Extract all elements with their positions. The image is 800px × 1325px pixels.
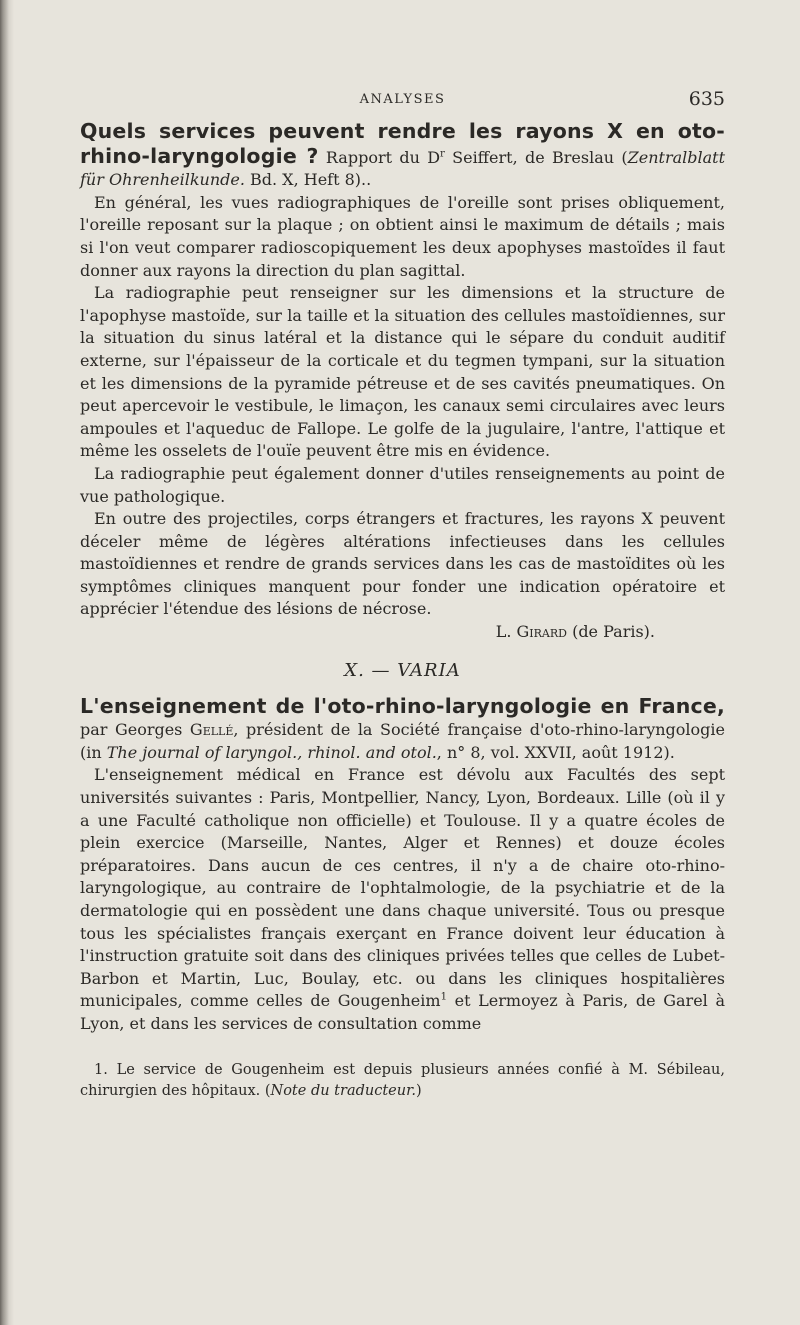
footnote-1 bbox=[80, 1060, 725, 1102]
footnote-text: Le service de Gougenheim est depuis plusieurs années confié à M. Sébileau, chirurgien des hôpitaux. ( bbox=[80, 1061, 725, 1099]
author-signature bbox=[80, 621, 725, 644]
article2-title-line bbox=[80, 695, 725, 765]
section-heading: X. — VARIA bbox=[344, 659, 461, 681]
citation-prefix: Rapport du D bbox=[318, 147, 441, 167]
signature-place: (de Paris). bbox=[566, 622, 655, 642]
article2-text-before: L'enseignement médical en France est dévolu aux Facultés des sept universités suivantes : Paris, Montpellier, Nancy, Lyon, Bordeaux. Lille (où il y a une Faculté catholique non officielle) et Toulouse. Il y a quatre écoles de plein exercice (Marseille, Nantes, Alger et Rennes) et douze écoles préparatoires. Dans aucun de ces centres, il n'y a de chaire oto-rhino-laryngologique, au contraire de l'ophtalmologie, de la psychiatrie et de la dermatologie qui en possèdent une dans chaque université. Tous ou presque tous les spécialistes français exerçant en France doivent leur éducation à l'instruction gratuite soit dans des cliniques privées telles que celles de Lubet-Barbon et Martin, Luc, Boulay, etc. ou dans les cliniques hospitalières municipales, comme celles de Gougenheim bbox=[80, 765, 725, 1011]
footnotes bbox=[80, 1060, 725, 1102]
byline-middle: , président de la Société française d'oto-rhino-laryngologie (in bbox=[80, 720, 725, 762]
paragraph-3: La radiographie peut également donner d'utiles renseignements au point de vue pathologique. bbox=[80, 463, 725, 506]
citation-sup: r bbox=[440, 148, 445, 160]
byline-suffix: , n° 8, vol. XXVII, août 1912). bbox=[436, 742, 675, 762]
byline-prefix: par Georges bbox=[80, 720, 190, 740]
article2-text-after: et Lermoyez à Paris, de Garel à Lyon, et dans les services de consultation comme bbox=[80, 991, 725, 1033]
article2-title: L'enseignement de l'oto-rhino-laryngologie en France, bbox=[80, 693, 725, 718]
article-title-line bbox=[80, 120, 725, 192]
document-page bbox=[80, 88, 725, 1102]
article2-paragraph-1 bbox=[80, 764, 725, 1035]
paragraph-2: La radiographie peut renseigner sur les dimensions et la structure de l'apophyse mastoïde, sur la taille et la situation des cellules mastoïdiennes, sur la situation du sinus latéral et la distance qui le sépare du conduit auditif externe, sur l'épaisseur de la corticale et du tegmen tympani, sur la situation et les dimensions de la pyramide pétreuse et de ses cavités pneumatiques. On peut apercevoir le vestibule, le limaçon, les canaux semi circulaires avec leurs ampoules et l'aqueduc de Fallope. Le golfe de la jugulaire, l'antre, l'attique et même les osselets de l'ouïe peuvent être mis en évidence. bbox=[80, 283, 725, 461]
article-title: Quels services peuvent rendre les rayons X en oto-rhino-laryngologie ? bbox=[80, 119, 725, 168]
footnote-number: 1. bbox=[94, 1061, 108, 1078]
signature-name: Girard bbox=[516, 622, 567, 642]
article-enseignement bbox=[80, 695, 725, 1036]
citation-suffix: Bd. X, Heft 8).. bbox=[244, 170, 372, 190]
signature-initial: L. bbox=[495, 622, 517, 642]
paragraph-1: En général, les vues radiographiques de l'oreille sont prises obliquement, l'oreille reposant sur la plaque ; on obtient ainsi le maximum de détails ; mais si l'on veut comparer radioscopiquement les deux apophyses mastoïdes il faut donner aux rayons la direction du plan sagittal. bbox=[80, 192, 725, 280]
footnote-reference: 1 bbox=[440, 992, 447, 1004]
article-rayons-x bbox=[80, 120, 725, 644]
citation-middle: Seiffert, de Breslau ( bbox=[444, 147, 628, 167]
paragraph-4: En outre des projectiles, corps étrangers et fractures, les rayons X peuvent déceler même de légères altérations infectieuses dans les cellules mastoïdiennes et rendre de grands services dans les cas de mastoïdites où les symptômes cliniques manquent pour fonder une indication opératoire et apprécier l'étendue des lésions de nécrose. bbox=[80, 509, 725, 619]
running-title: ANALYSES bbox=[359, 92, 446, 107]
footnote-close: ) bbox=[416, 1082, 422, 1099]
citation-journal: Zentralblatt für Ohrenheilkunde. bbox=[80, 147, 726, 190]
footnote-note: Note du traducteur. bbox=[270, 1082, 417, 1099]
byline-name: Gellé bbox=[189, 720, 234, 740]
running-header bbox=[80, 88, 725, 120]
page-number: 635 bbox=[688, 88, 725, 110]
page-binding-edge bbox=[0, 0, 14, 1325]
byline-journal: The journal of laryngol., rhinol. and otol. bbox=[106, 742, 437, 762]
